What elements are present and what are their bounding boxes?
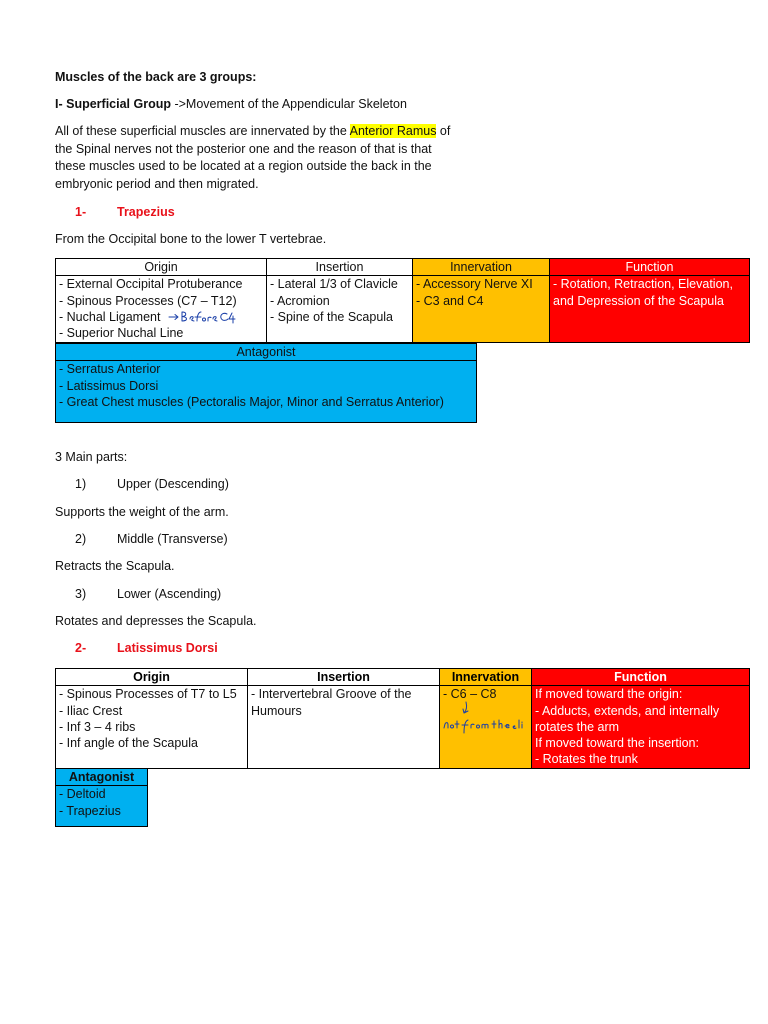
part-name: Middle (Transverse) <box>117 532 228 546</box>
trapezius-summary: From the Occipital bone to the lower T vertebrae. <box>55 232 327 246</box>
function-header: Function <box>532 669 750 686</box>
antagonist-header: Antagonist <box>56 769 148 786</box>
intro-paragraph <box>55 123 475 193</box>
innervation-header: Innervation <box>413 259 550 276</box>
section-number: 1- <box>75 205 87 219</box>
parts-heading: 3 Main parts: <box>55 450 128 464</box>
part-number: 2) <box>75 532 87 546</box>
part-name: Lower (Ascending) <box>117 587 222 601</box>
section-title: Latissimus Dorsi <box>117 641 218 655</box>
group-description: ->Movement of the Appendicular Skeleton <box>171 97 407 111</box>
list-item: - Lateral 1/3 of Clavicle <box>270 277 398 292</box>
list-item: - Spinous Processes of T7 to L5 <box>59 687 237 702</box>
group-label: I- Superficial Group <box>55 97 171 111</box>
list-item: - Spine of the Scapula <box>270 309 393 324</box>
list-item: - Acromion <box>270 293 330 308</box>
list-item: - Adducts, extends, and internally rotates the arm <box>535 703 720 734</box>
innervation-header: Innervation <box>440 669 532 686</box>
list-item: - Inf 3 – 4 ribs <box>59 719 136 734</box>
list-item: - Spinous Processes (C7 – T12) <box>59 293 237 308</box>
insertion-header: Insertion <box>267 259 413 276</box>
list-item: - Latissimus Dorsi <box>59 378 159 393</box>
list-item: - Inf angle of the Scapula <box>59 736 198 751</box>
list-item: - Serratus Anterior <box>59 362 161 377</box>
part-description: Rotates and depresses the Scapula. <box>55 614 257 628</box>
function-header: Function <box>550 259 750 276</box>
group-heading <box>55 96 407 112</box>
page-heading: Muscles of the back are 3 groups: <box>55 70 257 84</box>
insertion-cell: - Intervertebral Groove of the Humours <box>248 686 440 769</box>
intro-line: embryonic period and then migrated. <box>55 176 259 191</box>
part-description: Supports the weight of the arm. <box>55 505 229 519</box>
handwritten-note-before-c4 <box>168 309 238 325</box>
innervation-cell <box>413 276 550 343</box>
list-item: - Nuchal Ligament <box>59 309 161 324</box>
trapezius-antagonist-table <box>55 343 477 423</box>
list-item: - Accessory Nerve XI <box>416 277 533 292</box>
part-item <box>55 586 221 602</box>
intro-line: the Spinal nerves not the posterior one and the reason of that is that <box>55 141 432 156</box>
section-heading-latissimus <box>55 640 218 656</box>
section-title: Trapezius <box>117 205 175 219</box>
insertion-header: Insertion <box>248 669 440 686</box>
part-number: 1) <box>75 477 87 491</box>
list-item: - Superior Nuchal Line <box>59 326 184 341</box>
section-number: 2- <box>75 641 87 655</box>
function-cell <box>532 686 750 769</box>
list-item: If moved toward the origin: <box>535 687 683 702</box>
origin-cell <box>56 686 248 769</box>
insertion-cell <box>267 276 413 343</box>
handwritten-note-not-from-slide <box>440 700 526 740</box>
list-item: If moved toward the insertion: <box>535 736 699 751</box>
list-item: - Iliac Crest <box>59 703 123 718</box>
list-item: - Trapezius <box>59 803 121 818</box>
part-item <box>55 476 229 492</box>
list-item: - Great Chest muscles (Pectoralis Major, Minor and Serratus Anterior) <box>59 394 444 409</box>
part-name: Upper (Descending) <box>117 477 229 491</box>
list-item: - External Occipital Protuberance <box>59 277 243 292</box>
latissimus-antagonist-table <box>55 768 148 827</box>
section-heading-trapezius <box>55 204 175 220</box>
part-description: Retracts the Scapula. <box>55 559 175 573</box>
antagonist-cell <box>56 786 148 827</box>
intro-line: these muscles used to be located at a region outside the back in the <box>55 159 432 173</box>
part-item <box>55 531 228 547</box>
origin-header: Origin <box>56 259 267 276</box>
antagonist-header: Antagonist <box>56 344 477 361</box>
list-item: - C6 – C8 <box>443 687 497 702</box>
intro-text: of <box>436 124 451 138</box>
list-item: - Rotates the trunk <box>535 752 638 767</box>
trapezius-table <box>55 258 750 343</box>
highlighted-term: Anterior Ramus <box>349 124 437 138</box>
function-cell: - Rotation, Retraction, Elevation, and Depression of the Scapula <box>550 276 750 343</box>
origin-header: Origin <box>56 669 248 686</box>
antagonist-cell <box>56 361 477 423</box>
part-number: 3) <box>75 587 87 601</box>
list-item: - C3 and C4 <box>416 293 484 308</box>
list-item: - Deltoid <box>59 787 106 802</box>
intro-text: All of these superficial muscles are innervated by the <box>55 124 350 138</box>
latissimus-table <box>55 668 750 769</box>
